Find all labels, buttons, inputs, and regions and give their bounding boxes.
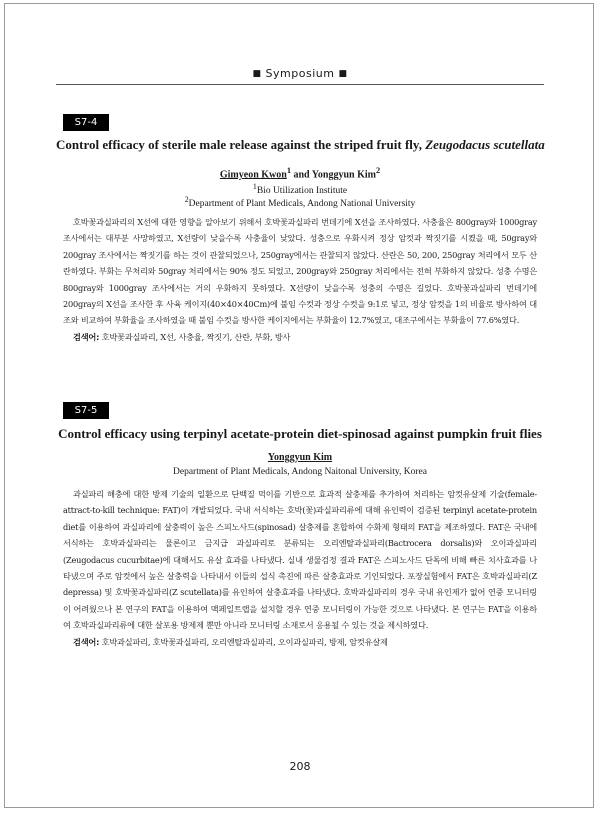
- species-name: Zeugodacus scutellata: [425, 137, 545, 152]
- affiliation-2: $^2$Department of Plant Medicals, Andong National University: [184, 195, 416, 210]
- abstract-paragraph: 호박꽃과실파리의 X선에 대한 영향을 알아보기 위해서 호박꽃과실파리 번데기에 X선을 조사하였다. 사충율은 800gray와 1000gray 조사에서는 대부분 사망하였고, X선량이 낮을수록 사충율이 낮았다. 성충으로 우화시켜 정상 암컷과 짝짓기를 시켰을 때, 50gray와 200gray 조사에서는 짝짓기를 하는 것이 관찰되었으나, 250gray에서는 관찰되지 않았다. 산란은 50, 200, 250gray 처리에서 모두 산란하였다. 부화는 무처리와 50gray 처리에서는 90% 정도 되었고, 200gray와 250gray 처리에서는 전혀 부화하지 않았다. 성충 수명은 800gray와 1000gray 조사에서는 거의 우화하지 못하였다. X선량이 낮을수록 성충의 수명은 길었다. 호박꽃과실파리 번데기에 200gray의 X선을 조사한 후 사육 케이지(40×40×40Cm)에 불임 수컷과 정상 수컷을 9:1로 넣고, 정상 암컷을 1의 비율로 방사하여 대조와 비교하여 부화율을 조사하였을 때 불임 수컷을 방사한 케이지에서는 부화율이 12.7%였고, 대조구에서는 부화율이 77.6%였다.: [63, 217, 537, 326]
- presenting-author: Gimyeon Kwon: [219, 169, 287, 181]
- presenting-author: Yonggyun Kim: [267, 452, 333, 463]
- running-header: [50, 66, 550, 82]
- author-line: Gimyeon Kwon$^1$ and Yonggyun Kim$^2$: [219, 166, 381, 181]
- header-label: Symposium: [265, 67, 335, 80]
- square-bullet-icon: ■: [338, 69, 348, 79]
- affiliation: Department of Plant Medicals, Andong Naitonal University, Korea: [173, 467, 427, 477]
- abstract-paragraph: 과실파리 해충에 대한 방제 기술의 일환으로 단백질 먹이를 기반으로 효과적 살충제를 추가하여 처리하는 암컷유살제 기술(female-attract-to-kill technique: FAT)이 개발되었다. 국내 서식하는 호박(꽃)과실파리류에 대해 유인력이 검증된 terpinyl acetate-protein diet를 이용하여 과실파리에 살충력이 높은 스피노사드(spinosad) 살충제를 혼합하여 수화제 형태의 FAT을 제조하였다. FAT은 국내에 서식하는 호박과실파리는 물론이고 금지급 과실파리로 분류되는 오리엔탈과실파리(Bactrocera dorsalis)와 오이과실파리(Zeugodacus cucurbitae)에 대해서도 유살 효과를 나타냈다. 실내 생물검정 결과 FAT은 스피노사드 단독에 비해 빠른 치사효과를 나타냈으며 주로 암컷에서 높은 살충력을 나타내서 이들의 섭식 촉진에 따른 살충효과로 기인되었다. 포장실험에서 FAT은 호박과실파리(Z depressa) 및 호박꽃과실파리(Z scutellata)를 유인하여 살충효과를 나타냈다. 호박과실파리의 경우 국내 유인제가 없어 연중 모니터링이 어려웠으나 본 연구의 FAT을 이용하여 맥페일트랩을 설치할 경우 연중 모니터링이 가능한 것으로 나타냈다. 본 연구는 FAT을 이용하여 호박과실파리류에 대한 살포용 방제제 뿐만 아니라 모니터링 소재로서 응용될 수 있는 것을 제시하였다.: [63, 489, 537, 631]
- page-number: 208: [289, 760, 311, 773]
- abstract-title: Control efficacy of sterile male release against the striped fruit fly, Zeugodacus scutellata: [56, 137, 545, 152]
- square-bullet-icon: ■: [252, 69, 262, 79]
- keywords-label: 검색어:: [73, 331, 100, 342]
- keywords-label: 검색어:: [73, 636, 100, 647]
- keywords: 검색어: 호박꽃과실파리, X선, 사충율, 짝짓기, 산란, 부화, 방사: [73, 331, 291, 342]
- header-divider: [56, 84, 544, 85]
- abstract-body: [63, 214, 537, 345]
- co-author: Yonggyun Kim: [311, 169, 376, 181]
- keywords: 검색어: 호박과실파리, 호박꽃과실파리, 오리엔탈과실파리, 오이과실파리, 방제, 암컷유살제: [73, 636, 388, 647]
- affiliation-1: $^1$Bio Utilization Institute: [252, 182, 348, 197]
- session-tag: S7-5: [63, 402, 109, 419]
- author-line: [56, 451, 544, 465]
- abstract-title: Control efficacy using terpinyl acetate-protein diet-spinosad against pumpkin fruit flies: [58, 426, 542, 441]
- abstract-body: [63, 486, 537, 650]
- session-tag: S7-4: [63, 114, 109, 131]
